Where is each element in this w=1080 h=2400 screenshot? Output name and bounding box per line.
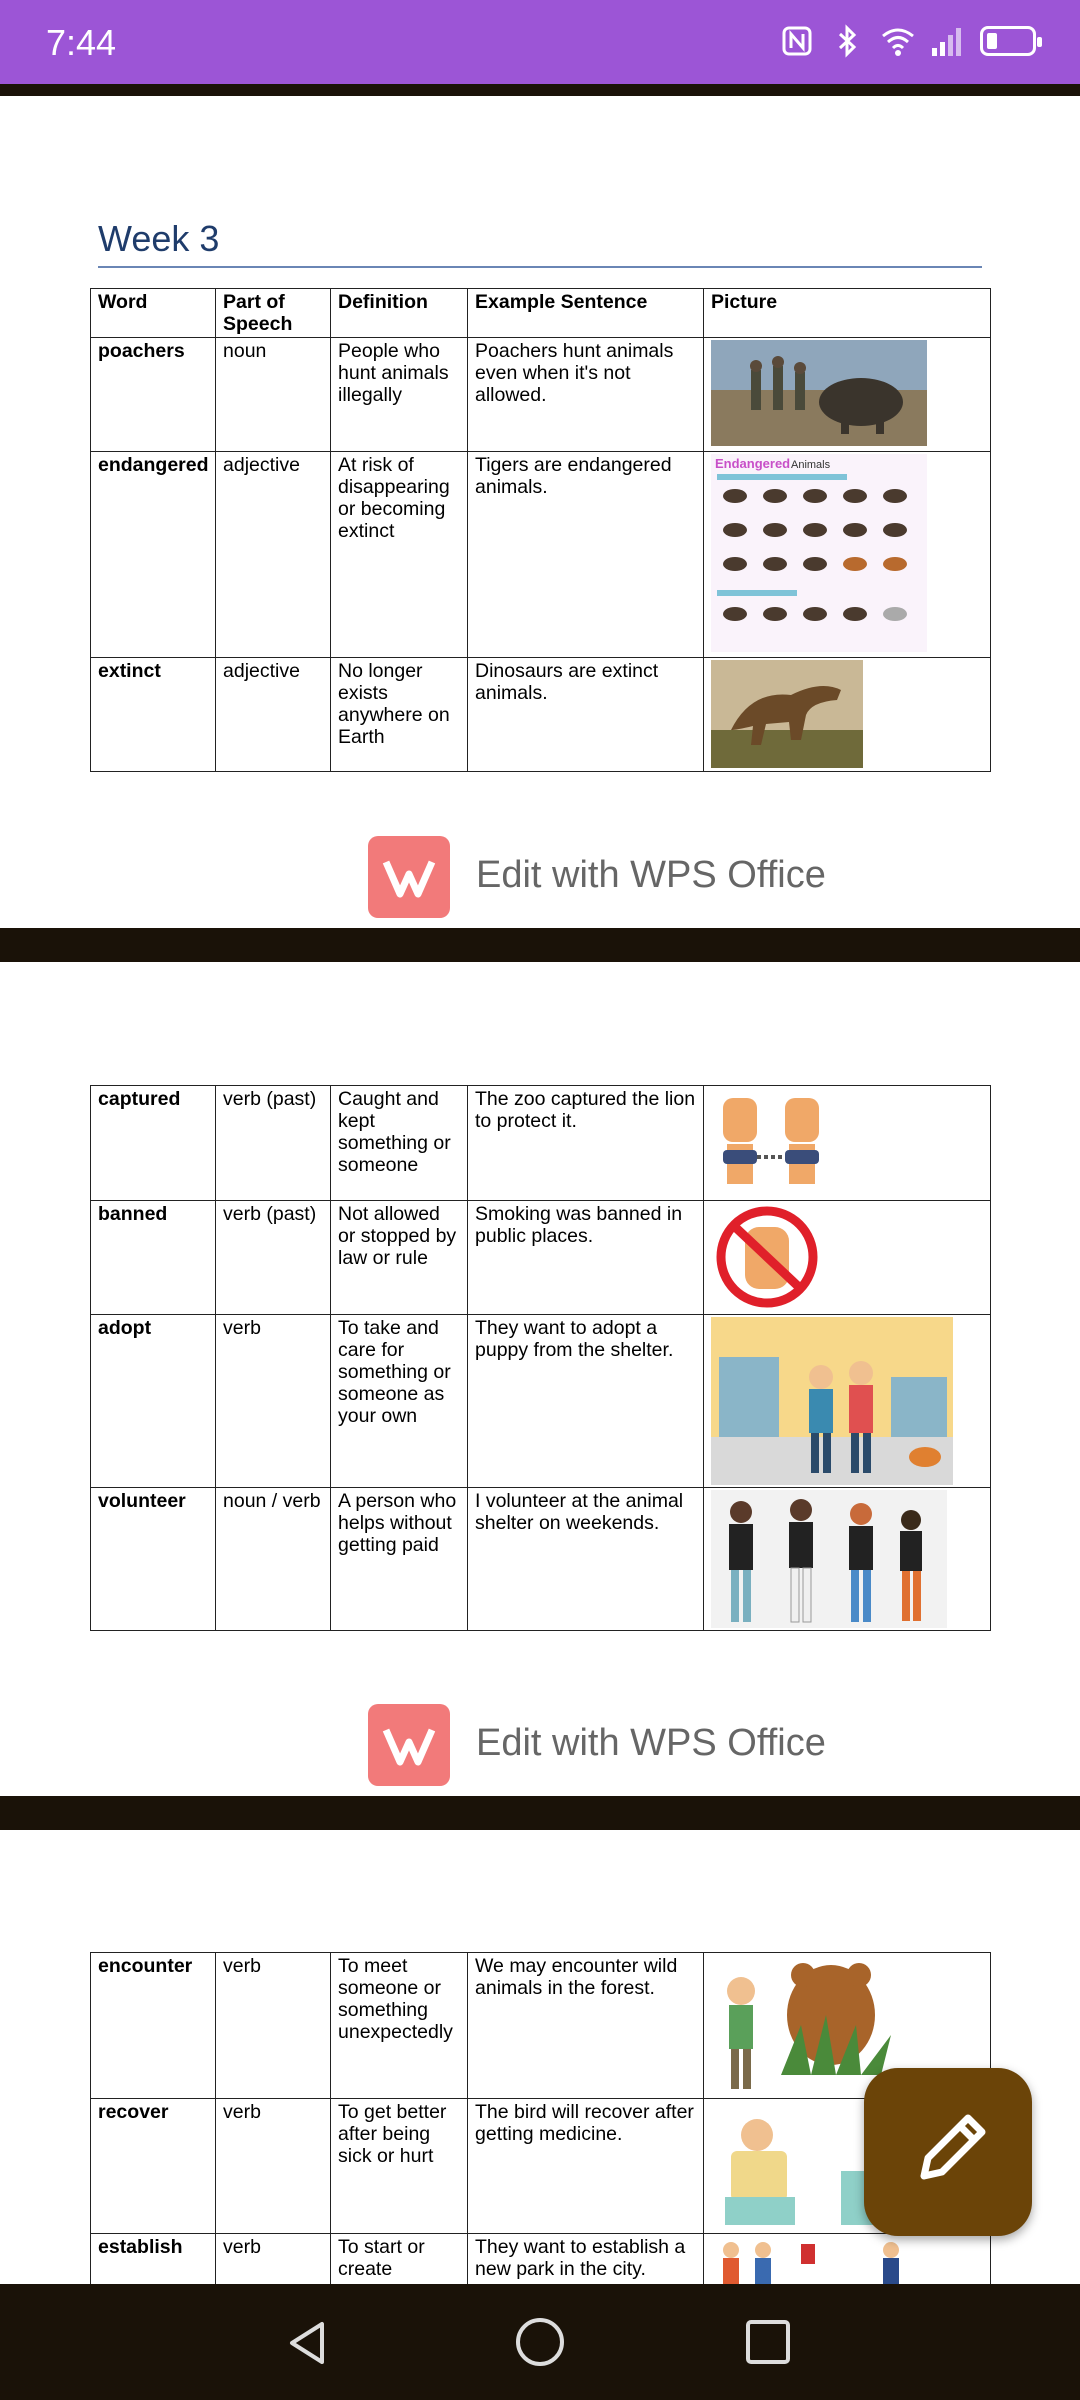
example-cell: Tigers are endangered animals. — [468, 452, 704, 658]
picture-cell — [704, 1201, 991, 1315]
handcuffed-hands-illustration — [711, 1088, 831, 1192]
people-building-illustration — [711, 2236, 911, 2286]
table-row — [91, 1086, 991, 1201]
pos-cell: noun / verb — [216, 1488, 331, 1631]
definition-cell: To meet someone or something unexpectedly — [331, 1953, 468, 2099]
wps-watermark — [368, 836, 888, 918]
nfc-icon — [780, 24, 814, 58]
word-cell: recover — [91, 2099, 216, 2234]
pos-cell: verb — [216, 2234, 331, 2294]
picture-cell — [704, 1315, 991, 1488]
endangered-animals-poster — [711, 454, 927, 652]
pencil-icon — [864, 2068, 1032, 2236]
example-cell: I volunteer at the animal shelter on weekends. — [468, 1488, 704, 1631]
back-icon[interactable] — [284, 2318, 334, 2368]
wps-logo-icon — [368, 1704, 450, 1786]
status-time: 7:44 — [46, 22, 117, 63]
wifi-icon — [880, 24, 914, 58]
word-cell: banned — [91, 1201, 216, 1315]
word-cell: volunteer — [91, 1488, 216, 1631]
pos-cell: verb — [216, 1315, 331, 1488]
header-picture: Picture — [704, 289, 991, 338]
wps-watermark-text: Edit with WPS Office — [476, 854, 826, 896]
poster-title-animals: Animals — [791, 459, 831, 471]
word-cell: captured — [91, 1086, 216, 1201]
table-row — [91, 658, 991, 772]
definition-cell: To start or create — [331, 2234, 468, 2294]
picture-cell — [704, 452, 991, 658]
poachers-photo — [711, 340, 927, 446]
picture-cell — [704, 1086, 991, 1201]
picture-cell — [704, 658, 991, 772]
word-cell: endangered — [91, 452, 216, 658]
header-part-of-speech: Part of Speech — [216, 289, 331, 338]
table-header-row — [91, 289, 991, 338]
pos-cell: verb — [216, 1953, 331, 2099]
example-cell: The bird will recover after getting medicine. — [468, 2099, 704, 2234]
example-cell: Smoking was banned in public places. — [468, 1201, 704, 1315]
dinosaur-illustration — [711, 660, 863, 768]
signal-icon — [930, 24, 964, 58]
word-cell: encounter — [91, 1953, 216, 2099]
table-row — [91, 338, 991, 452]
pos-cell: noun — [216, 338, 331, 452]
picture-cell — [704, 338, 991, 452]
vocab-table-page-3 — [90, 1952, 991, 2294]
definition-cell: Not allowed or stopped by law or rule — [331, 1201, 468, 1315]
definition-cell: At risk of disappearing or becoming extinct — [331, 452, 468, 658]
vocab-table-page-1 — [90, 288, 991, 772]
definition-cell: To get better after being sick or hurt — [331, 2099, 468, 2234]
example-cell: They want to adopt a puppy from the shelter. — [468, 1315, 704, 1488]
title-underline — [98, 266, 982, 268]
home-icon[interactable] — [514, 2316, 566, 2368]
definition-cell: To take and care for something or someone as your own — [331, 1315, 468, 1488]
picture-cell — [704, 1488, 991, 1631]
word-cell: adopt — [91, 1315, 216, 1488]
volunteers-illustration — [711, 1490, 947, 1628]
header-definition: Definition — [331, 289, 468, 338]
banned-hand-sign — [711, 1203, 823, 1311]
table-row — [91, 1315, 991, 1488]
definition-cell: No longer exists anywhere on Earth — [331, 658, 468, 772]
example-cell: They want to establish a new park in the city. — [468, 2234, 704, 2294]
definition-cell: A person who helps without getting paid — [331, 1488, 468, 1631]
week-title: Week 3 — [98, 218, 220, 259]
battery-icon — [980, 26, 1036, 56]
animal-shelter-illustration — [711, 1317, 953, 1485]
table-row — [91, 1488, 991, 1631]
pos-cell: verb (past) — [216, 1086, 331, 1201]
word-cell: extinct — [91, 658, 216, 772]
pos-cell: adjective — [216, 658, 331, 772]
definition-cell: People who hunt animals illegally — [331, 338, 468, 452]
vocab-table-page-2 — [90, 1085, 991, 1631]
table-row — [91, 1953, 991, 2099]
edit-fab-button[interactable] — [864, 2068, 1032, 2236]
poster-title-endangered: Endangered — [715, 456, 791, 471]
pos-cell: adjective — [216, 452, 331, 658]
word-cell: establish — [91, 2234, 216, 2294]
status-bar — [0, 0, 1080, 84]
pos-cell: verb (past) — [216, 1201, 331, 1315]
example-cell: The zoo captured the lion to protect it. — [468, 1086, 704, 1201]
example-cell: We may encounter wild animals in the forest. — [468, 1953, 704, 2099]
definition-cell: Caught and kept something or someone — [331, 1086, 468, 1201]
table-row — [91, 1201, 991, 1315]
wps-watermark — [368, 1704, 888, 1786]
navigation-bar — [0, 2284, 1080, 2400]
bluetooth-icon — [830, 24, 864, 58]
word-cell: poachers — [91, 338, 216, 452]
table-row — [91, 2099, 991, 2234]
table-row — [91, 452, 991, 658]
example-cell: Dinosaurs are extinct animals. — [468, 658, 704, 772]
wps-watermark-text: Edit with WPS Office — [476, 1722, 826, 1764]
status-icons — [780, 24, 1036, 58]
header-example-sentence: Example Sentence — [468, 289, 704, 338]
example-cell: Poachers hunt animals even when it's not allowed. — [468, 338, 704, 452]
recents-icon[interactable] — [744, 2318, 792, 2366]
pos-cell: verb — [216, 2099, 331, 2234]
wps-logo-icon — [368, 836, 450, 918]
header-word: Word — [91, 289, 216, 338]
